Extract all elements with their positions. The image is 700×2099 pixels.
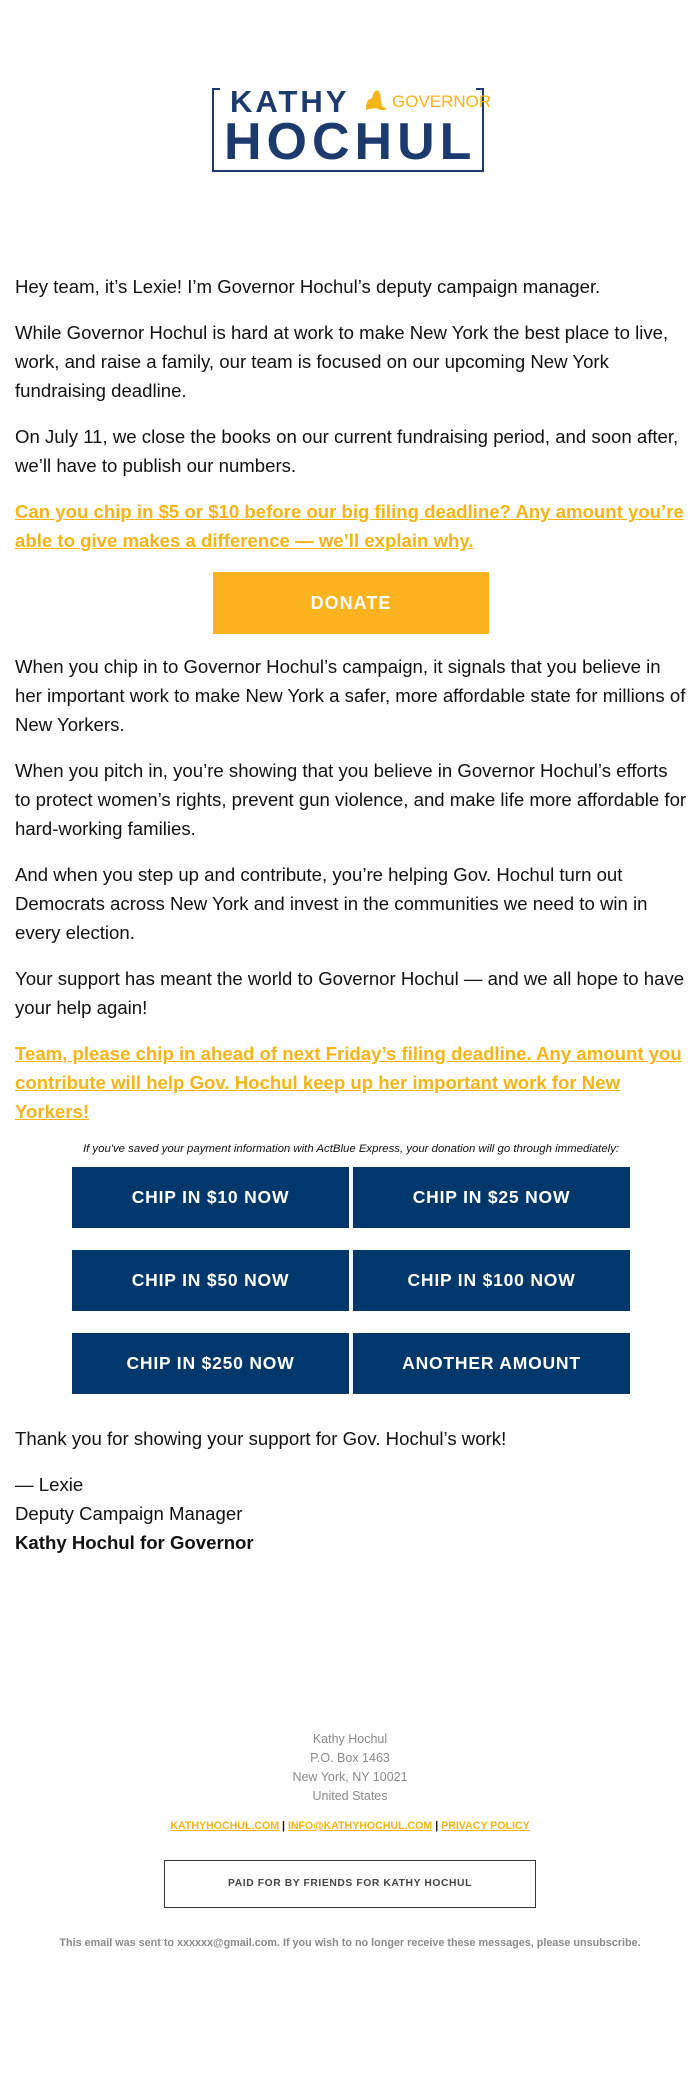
logo-first-name: KATHY [230, 84, 350, 119]
campaign-logo [212, 84, 492, 174]
chip-in-button-grid [72, 1167, 630, 1394]
unsubscribe-text[interactable]: This email was sent to xxxxxx@gmail.com. If you wish to no longer receive these messages, please unsubscribe. [59, 1937, 641, 1949]
signature-block [15, 1470, 687, 1557]
chip-in-50-button[interactable]: CHIP IN $50 NOW [72, 1250, 349, 1311]
mailing-address [0, 1730, 700, 1806]
thank-you-text: Thank you for showing your support for Gov. Hochul’s work! [15, 1428, 507, 1449]
donate-button[interactable]: DONATE [213, 572, 489, 634]
email-link[interactable]: INFO@KATHYHOCHUL.COM [287, 1820, 433, 1832]
signature-name: — Lexie [15, 1474, 84, 1495]
logo-office: GOVERNOR [392, 92, 492, 111]
address-name: Kathy Hochul [312, 1732, 388, 1746]
chip-in-10-button[interactable]: CHIP IN $10 NOW [72, 1167, 349, 1228]
logo-last-name: HOCHUL [224, 113, 477, 171]
actblue-express-note: If you've saved your payment information with ActBlue Express, your donation will go through immediately: [82, 1143, 620, 1155]
body-paragraph-5: And when you step up and contribute, you’re helping Gov. Hochul turn out Democrats across New York and invest in the communities we need to win in every election. [15, 864, 648, 943]
body-paragraph-1: While Governor Hochul is hard at work to make New York the best place to live, work, and raise a family, our team is focused on our upcoming New York fundraising deadline. [15, 322, 669, 401]
address-city: New York, NY 10021 [292, 1770, 408, 1784]
donate-button-row [15, 572, 687, 634]
body-paragraph-4: When you pitch in, you’re showing that you believe in Governor Hochul’s efforts to protect women’s rights, prevent gun violence, and make life more affordable for hard-working families. [15, 760, 687, 839]
link-separator: | [435, 1820, 439, 1832]
chip-in-25-button[interactable]: CHIP IN $25 NOW [353, 1167, 630, 1228]
body-paragraph-6: Your support has meant the world to Governor Hochul — and we all hope to have your help again! [15, 968, 685, 1018]
greeting-text: Hey team, it’s Lexie! I’m Governor Hochul’s deputy campaign manager. [15, 276, 601, 297]
footer-links [0, 1820, 700, 1832]
address-po-box: P.O. Box 1463 [310, 1751, 390, 1765]
body-paragraph-2: On July 11, we close the books on our current fundraising period, and soon after, we’ll have to publish our numbers. [15, 426, 679, 476]
address-country: United States [312, 1789, 388, 1803]
email-body [15, 272, 687, 1557]
another-amount-button[interactable]: ANOTHER AMOUNT [353, 1333, 630, 1394]
email-footer [0, 1730, 700, 1949]
chip-in-100-button[interactable]: CHIP IN $100 NOW [353, 1250, 630, 1311]
signature-organization: Kathy Hochul for Governor [15, 1532, 254, 1553]
privacy-policy-link[interactable]: PRIVACY POLICY [441, 1820, 530, 1832]
website-link[interactable]: KATHYHOCHUL.COM [170, 1820, 280, 1832]
body-paragraph-3: When you chip in to Governor Hochul’s campaign, it signals that you believe in her important work to make New York a safer, more affordable state for millions of New Yorkers. [15, 656, 686, 735]
chip-in-link-2[interactable]: Team, please chip in ahead of next Friday’s filing deadline. Any amount you contribute will help Gov. Hochul keep up her important work for New Yorkers! [15, 1043, 682, 1122]
chip-in-250-button[interactable]: CHIP IN $250 NOW [72, 1333, 349, 1394]
chip-in-link-1[interactable]: Can you chip in $5 or $10 before our big filing deadline? Any amount you’re able to give makes a difference — we’ll explain why. [15, 501, 684, 551]
paid-for-disclaimer: PAID FOR BY FRIENDS FOR KATHY HOCHUL [164, 1860, 536, 1908]
signature-title: Deputy Campaign Manager [15, 1503, 243, 1524]
link-separator: | [282, 1820, 285, 1832]
new-york-state-icon [358, 88, 388, 114]
